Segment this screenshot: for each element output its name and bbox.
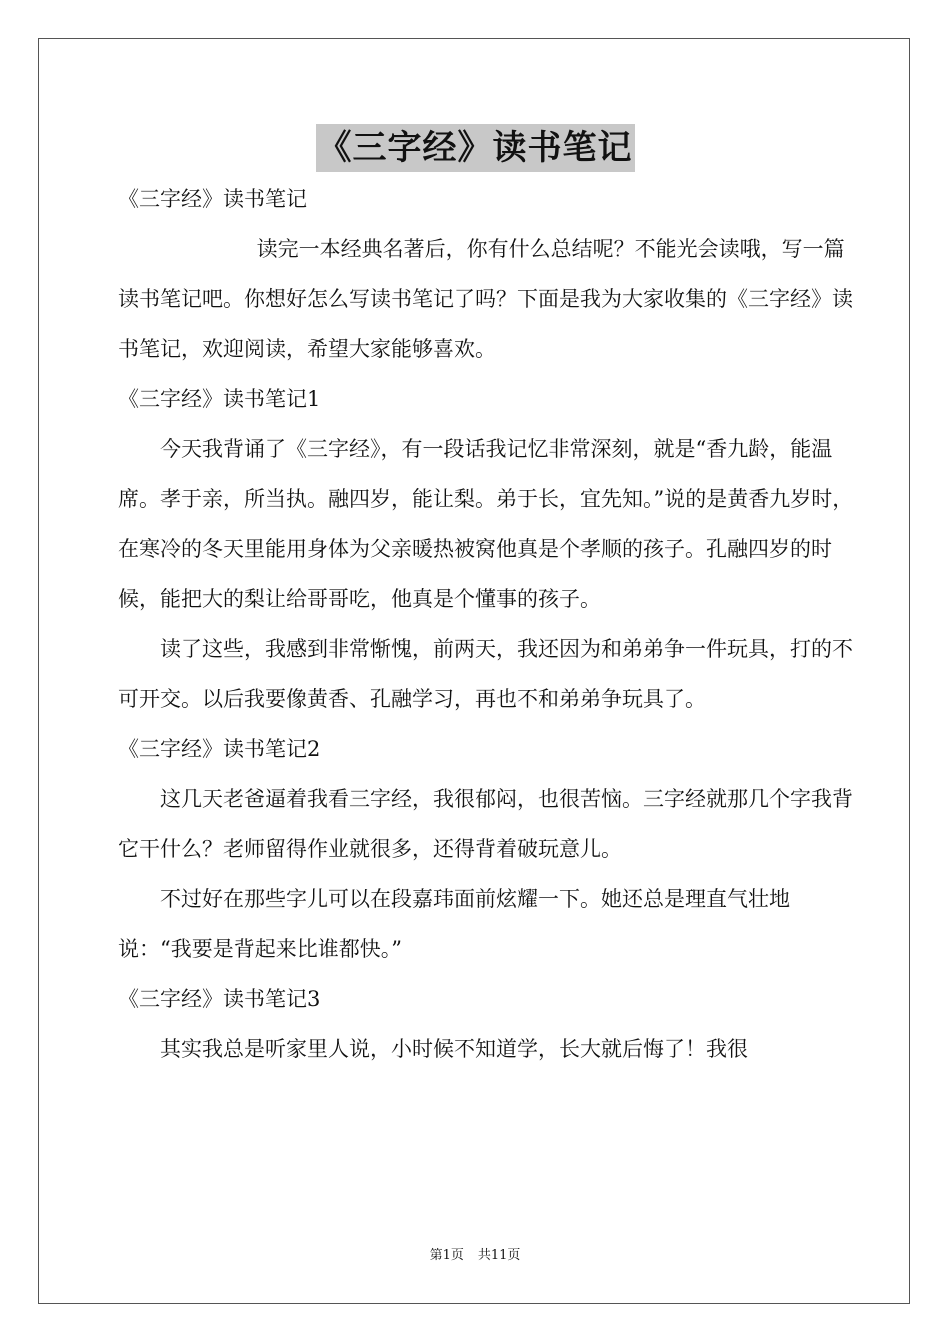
title-container [0, 124, 950, 172]
body-paragraph: 不过好在那些字儿可以在段嘉玮面前炫耀一下。她还总是理直气壮地说：“我要是背起来比谁都快。” [118, 887, 790, 961]
body-paragraph: 今天我背诵了《三字经》，有一段话我记忆非常深刻，就是“香九龄，能温席。孝于亲，所当执。融四岁，能让梨。弟于长，宜先知。”说的是黄香九岁时，在寒冷的冬天里能用身体为父亲暖热被窝他真是个孝顺的孩子。孔融四岁的时候，能把大的梨让给哥哥吃，他真是个懂事的孩子。 [118, 437, 854, 611]
section-heading: 《三字经》读书笔记 [118, 187, 307, 211]
body-paragraph: 这几天老爸逼着我看三字经，我很郁闷，也很苦恼。三字经就那几个字我背它干什么？老师留得作业就很多，还得背着破玩意儿。 [118, 787, 853, 861]
section-heading: 《三字经》读书笔记1 [118, 387, 321, 411]
page-footer [0, 1247, 950, 1265]
page-total: 共11页 [477, 1248, 521, 1263]
intro-paragraph: 读完一本经典名著后，你有什么总结呢？不能光会读哦，写一篇读书笔记吧。你想好怎么写读书笔记了吗？下面是我为大家收集的《三字经》读书笔记，欢迎阅读，希望大家能够喜欢。 [118, 237, 853, 361]
body-paragraph: 其实我总是听家里人说，小时候不知道学，长大就后悔了！我很 [160, 1037, 748, 1061]
section-heading: 《三字经》读书笔记2 [118, 737, 321, 761]
page-number: 第1页 [429, 1248, 464, 1263]
document-body [118, 174, 858, 1074]
section-heading: 《三字经》读书笔记3 [118, 987, 321, 1011]
body-paragraph: 读了这些，我感到非常惭愧，前两天，我还因为和弟弟争一件玩具，打的不可开交。以后我要像黄香、孔融学习，再也不和弟弟争玩具了。 [118, 637, 853, 711]
document-title: 《三字经》读书笔记 [316, 124, 635, 172]
